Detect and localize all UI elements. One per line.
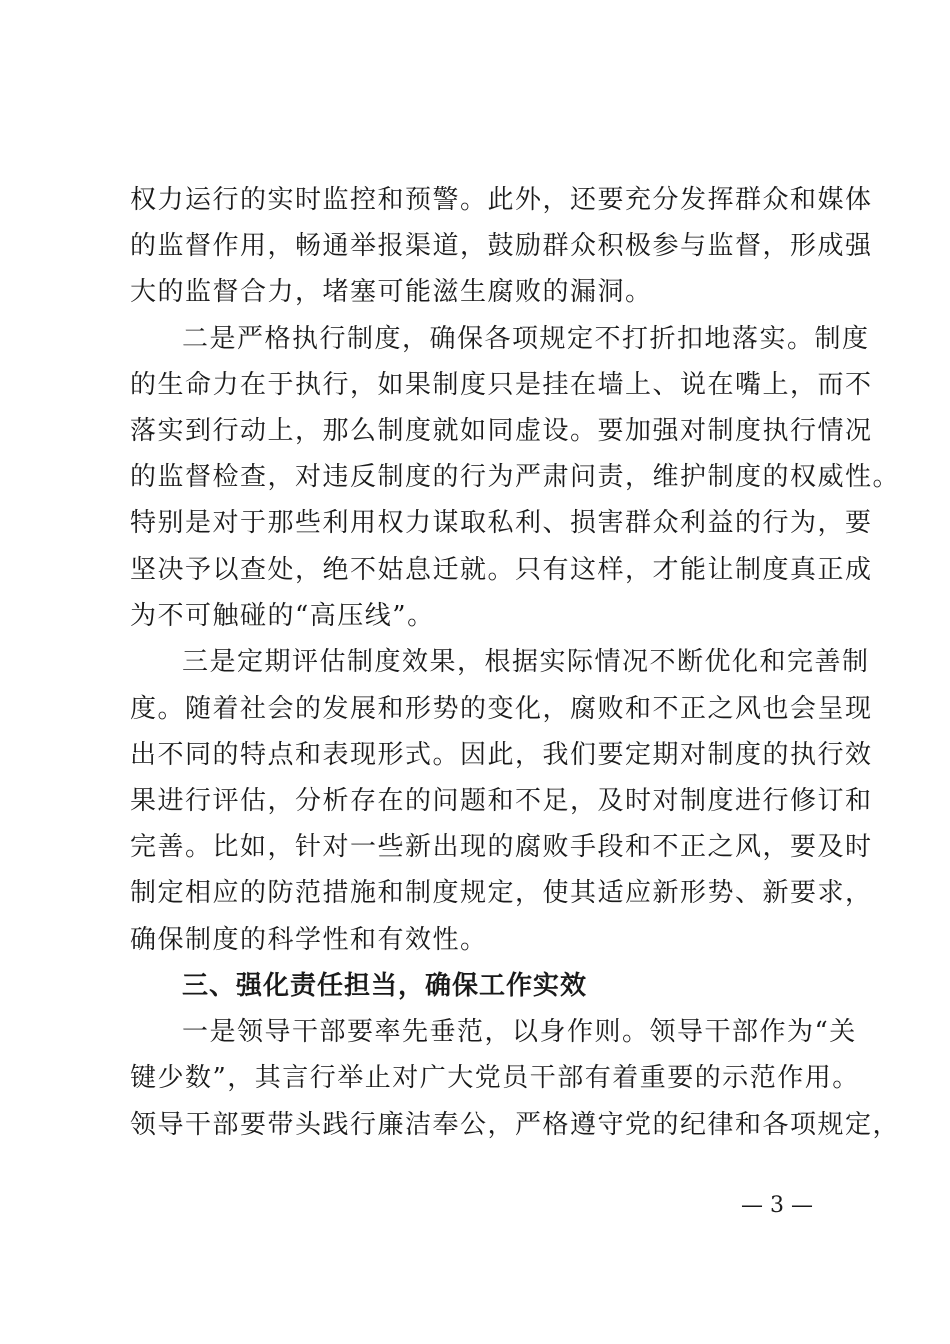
body-text-line: 权力运行的实时监控和预警。此外，还要充分发挥群众和媒体 <box>130 185 873 215</box>
body-text-line: 的监督检查，对违反制度的行为严肃问责，维护制度的权威性。 <box>130 462 901 492</box>
body-text-line: 一是领导干部要率先垂范，以身作则。领导干部作为“关 <box>182 1017 857 1047</box>
body-text-line: 大的监督合力，堵塞可能滋生腐败的漏洞。 <box>130 277 653 307</box>
body-text-line: 三是定期评估制度效果，根据实际情况不断优化和完善制 <box>182 647 870 677</box>
section-heading: 三、强化责任担当，确保工作实效 <box>182 971 588 1001</box>
body-text-line: 特别是对于那些利用权力谋取私利、损害群众利益的行为，要 <box>130 508 873 538</box>
body-text-line: 键少数”，其言行举止对广大党员干部有着重要的示范作用。 <box>130 1063 860 1093</box>
body-text-line: 制定相应的防范措施和制度规定，使其适应新形势、新要求， <box>130 878 873 908</box>
body-text-line: 领导干部要带头践行廉洁奉公，严格遵守党的纪律和各项规定， <box>130 1110 901 1140</box>
body-text-line: 果进行评估，分析存在的问题和不足，及时对制度进行修订和 <box>130 786 873 816</box>
page-number: — 3 — <box>741 1193 813 1218</box>
body-text-line: 坚决予以查处，绝不姑息迁就。只有这样，才能让制度真正成 <box>130 555 873 585</box>
body-text-line: 的监督作用，畅通举报渠道，鼓励群众积极参与监督，形成强 <box>130 231 873 261</box>
body-text-line: 落实到行动上，那么制度就如同虚设。要加强对制度执行情况 <box>130 416 873 446</box>
body-text-line: 确保制度的科学性和有效性。 <box>130 925 488 955</box>
body-text-line: 二是严格执行制度，确保各项规定不打折扣地落实。制度 <box>182 324 870 354</box>
body-text-line: 出不同的特点和表现形式。因此，我们要定期对制度的执行效 <box>130 740 873 770</box>
body-text-line: 完善。比如，针对一些新出现的腐败手段和不正之风，要及时 <box>130 832 873 862</box>
body-text-line: 的生命力在于执行，如果制度只是挂在墙上、说在嘴上，而不 <box>130 370 873 400</box>
body-text-line: 度。随着社会的发展和形势的变化，腐败和不正之风也会呈现 <box>130 694 873 724</box>
body-text-line: 为不可触碰的“高压线”。 <box>130 601 435 631</box>
